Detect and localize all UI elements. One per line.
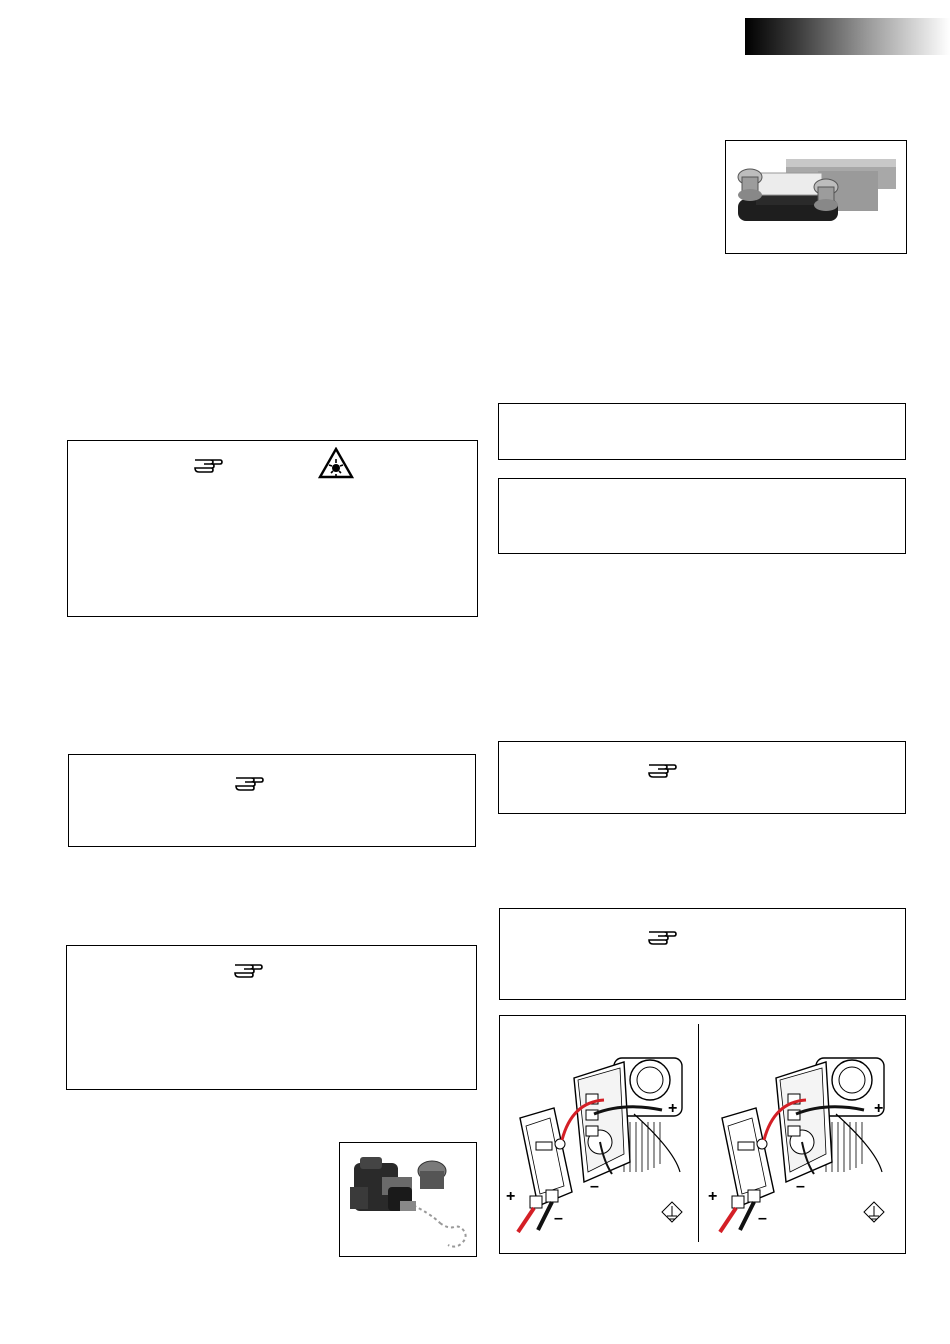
plus-label-bottom-right: + xyxy=(708,1188,718,1205)
plus-label-top: + xyxy=(668,1100,678,1117)
right-note-box-1 xyxy=(498,741,906,814)
minus-label-mid-right: – xyxy=(796,1178,805,1195)
explosion-warning-icon xyxy=(318,447,354,479)
minus-label-bottom-right: – xyxy=(758,1210,767,1227)
header-gradient-tab xyxy=(745,18,950,55)
plus-label-top-right: + xyxy=(874,1100,884,1117)
pointing-hand-icon xyxy=(193,454,223,474)
minus-label-mid: – xyxy=(590,1178,599,1195)
panel-divider xyxy=(698,1024,699,1242)
wiring-diagram-left xyxy=(504,1022,696,1250)
wiring-diagram-right xyxy=(706,1022,898,1250)
note-box-1 xyxy=(68,754,476,847)
pointing-hand-icon xyxy=(233,959,263,979)
pointing-hand-icon xyxy=(647,759,677,779)
pointing-hand-icon xyxy=(647,926,677,946)
battery-switch-photo xyxy=(339,1142,477,1257)
right-note-box-2 xyxy=(499,908,906,1000)
pointing-hand-icon xyxy=(234,772,264,792)
right-box-1 xyxy=(498,403,906,460)
plus-label-bottom: + xyxy=(506,1188,516,1205)
minus-label-bottom: – xyxy=(554,1210,563,1227)
fuse-holder-photo xyxy=(725,140,907,254)
right-box-2 xyxy=(498,478,906,554)
note-box-2 xyxy=(66,945,477,1090)
wiring-diagram-panel xyxy=(499,1015,906,1254)
warning-box-explosion xyxy=(67,440,478,617)
